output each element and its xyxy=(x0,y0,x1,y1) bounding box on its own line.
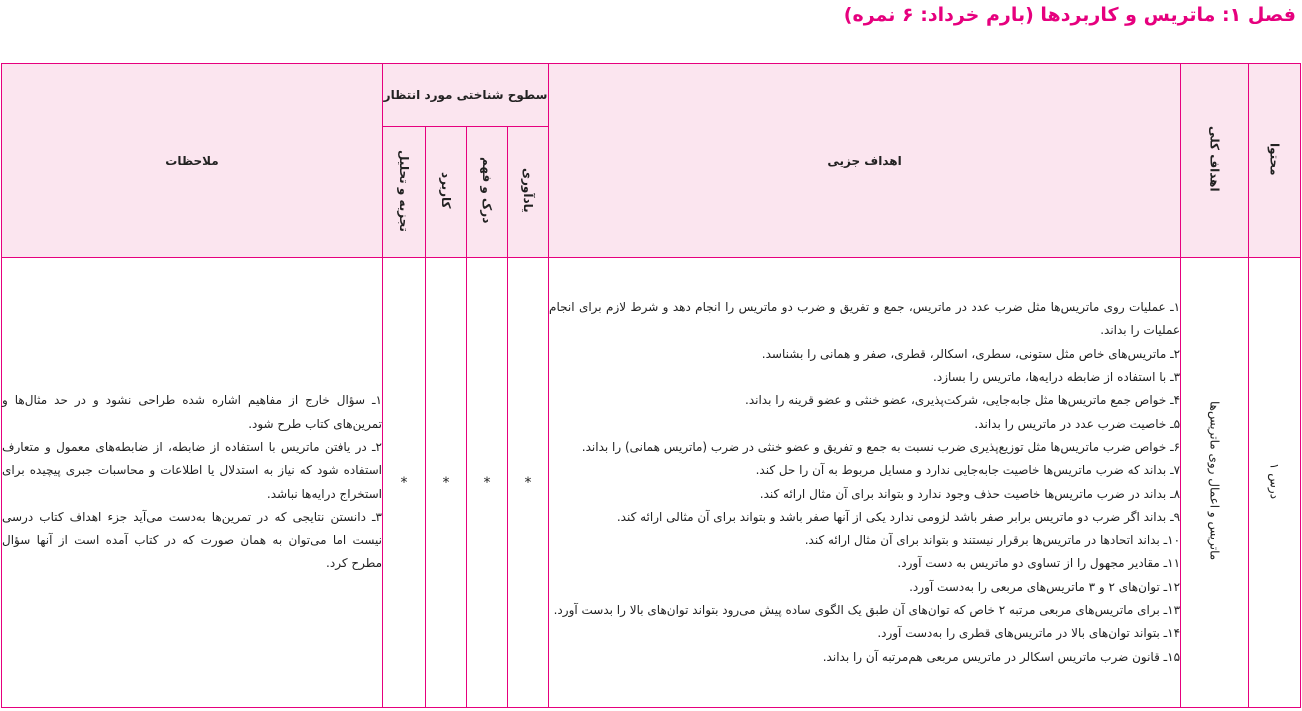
specific-goals-list xyxy=(549,258,1181,708)
curriculum-table xyxy=(1,63,1301,708)
header-cognitive-levels: سطوح شناختی مورد انتظار xyxy=(383,64,549,127)
note-item: ۳ـ دانستن نتایجی که در تمرین‌ها به‌دست می‌آید جزء اهداف کتاب درسی نیست اما می‌توان به همان صورت که در کتاب آمده است از آنها سؤال مطرح کرد. xyxy=(2,509,382,571)
goal-item: ۱۱ـ مقادیر مجهول را از تساوی دو ماتریس به دست آورد. xyxy=(897,556,1181,571)
note-item: ۱ـ سؤال خارج از مفاهیم اشاره شده طراحی نشود و در حد مثال‌ها و تمرین‌های کتاب طرح شود. xyxy=(2,393,382,431)
goal-item: ۱۰ـ بداند اتحادها در ماتریس‌ها برقرار نیستند و بتواند برای آن مثال ارائه کند. xyxy=(804,533,1181,548)
row-general-goal: ماتریس و اعمال روی ماتریس‌ها xyxy=(1181,258,1249,708)
note-item: ۲ـ در یافتن ماتریس با استفاده از ضابطه، از ضابطه‌های معمول و متعارف استفاده شود که نیاز به استدلال یا اطلاعات و محاسبات جبری پیچیده برای استخراج درایه‌ها نباشد. xyxy=(2,439,382,501)
mark-understand: * xyxy=(467,258,508,708)
goal-item: ۱۳ـ برای ماتریس‌های مربعی مرتبه ۲ خاص که توان‌های آن طبق یک الگوی ساده پیش می‌رود بتواند توان‌های بالا را بدست آورد. xyxy=(553,602,1181,617)
header-level-understand: درک و فهم xyxy=(467,127,508,258)
goal-item: ۶ـ خواص ضرب ماتریس‌ها مثل توزیع‌پذیری ضرب نسبت به جمع و تفریق و عضو خنثی در ضرب (ماتریس همانی) را بداند. xyxy=(581,439,1181,454)
goal-item: ۱۲ـ توان‌های ۲ و ۳ ماتریس‌های مربعی را به‌دست آورد. xyxy=(909,579,1181,594)
goal-item: ۴ـ خواص جمع ماتریس‌ها مثل جابه‌جایی، شرکت‌پذیری، عضو خنثی و عضو قرینه را بداند. xyxy=(745,393,1181,408)
page-title: فصل ۱: ماتریس و کاربردها (بارم خرداد: ۶ نمره) xyxy=(843,4,1296,26)
header-content: محتوا xyxy=(1249,64,1301,258)
goal-item: ۱ـ عملیات روی ماتریس‌ها مثل ضرب عدد در ماتریس، جمع و تفریق و ضرب دو ماتریس را انجام دهد و شرط لازم برای انجام عملیات را بداند. xyxy=(549,300,1181,338)
mark-analyze: * xyxy=(383,258,426,708)
mark-apply: * xyxy=(426,258,467,708)
goal-item: ۸ـ بداند در ضرب ماتریس‌ها خاصیت حذف وجود ندارد و بتواند برای آن مثال ارائه کند. xyxy=(759,486,1181,501)
header-general-goals: اهداف کلی xyxy=(1181,64,1249,258)
header-specific-goals: اهداف جزیی xyxy=(549,64,1181,258)
goal-item: ۳ـ با استفاده از ضابطه درایه‌ها، ماتریس را بسازد. xyxy=(933,370,1181,385)
goal-item: ۵ـ خاصیت ضرب عدد در ماتریس را بداند. xyxy=(974,416,1181,431)
goal-item: ۲ـ ماتریس‌های خاص مثل ستونی، سطری، اسکالر، قطری، صفر و همانی را بشناسد. xyxy=(761,346,1181,361)
header-notes: ملاحظات xyxy=(2,64,383,258)
goal-item: ۱۵ـ قانون ضرب ماتریس اسکالر در ماتریس مربعی هم‌مرتبه آن را بداند. xyxy=(822,649,1181,664)
header-level-analyze: تجزیه و تحلیل xyxy=(383,127,426,258)
goal-item: ۹ـ بداند اگر ضرب دو ماتریس برابر صفر باشد لزومی ندارد یکی از آنها صفر باشد و بتواند برای آن مثالی ارائه کند. xyxy=(616,509,1181,524)
goal-item: ۱۴ـ بتواند توان‌های بالا در ماتریس‌های قطری را به‌دست آورد. xyxy=(877,626,1181,641)
row-content: درس ۱ xyxy=(1249,258,1301,708)
header-level-apply: کاربرد xyxy=(426,127,467,258)
notes-list xyxy=(2,258,383,708)
header-level-remember: یادآوری xyxy=(508,127,549,258)
mark-remember: * xyxy=(508,258,549,708)
goal-item: ۷ـ بداند که ضرب ماتریس‌ها خاصیت جابه‌جایی ندارد و مسایل مربوط به آن را حل کند. xyxy=(755,463,1181,478)
